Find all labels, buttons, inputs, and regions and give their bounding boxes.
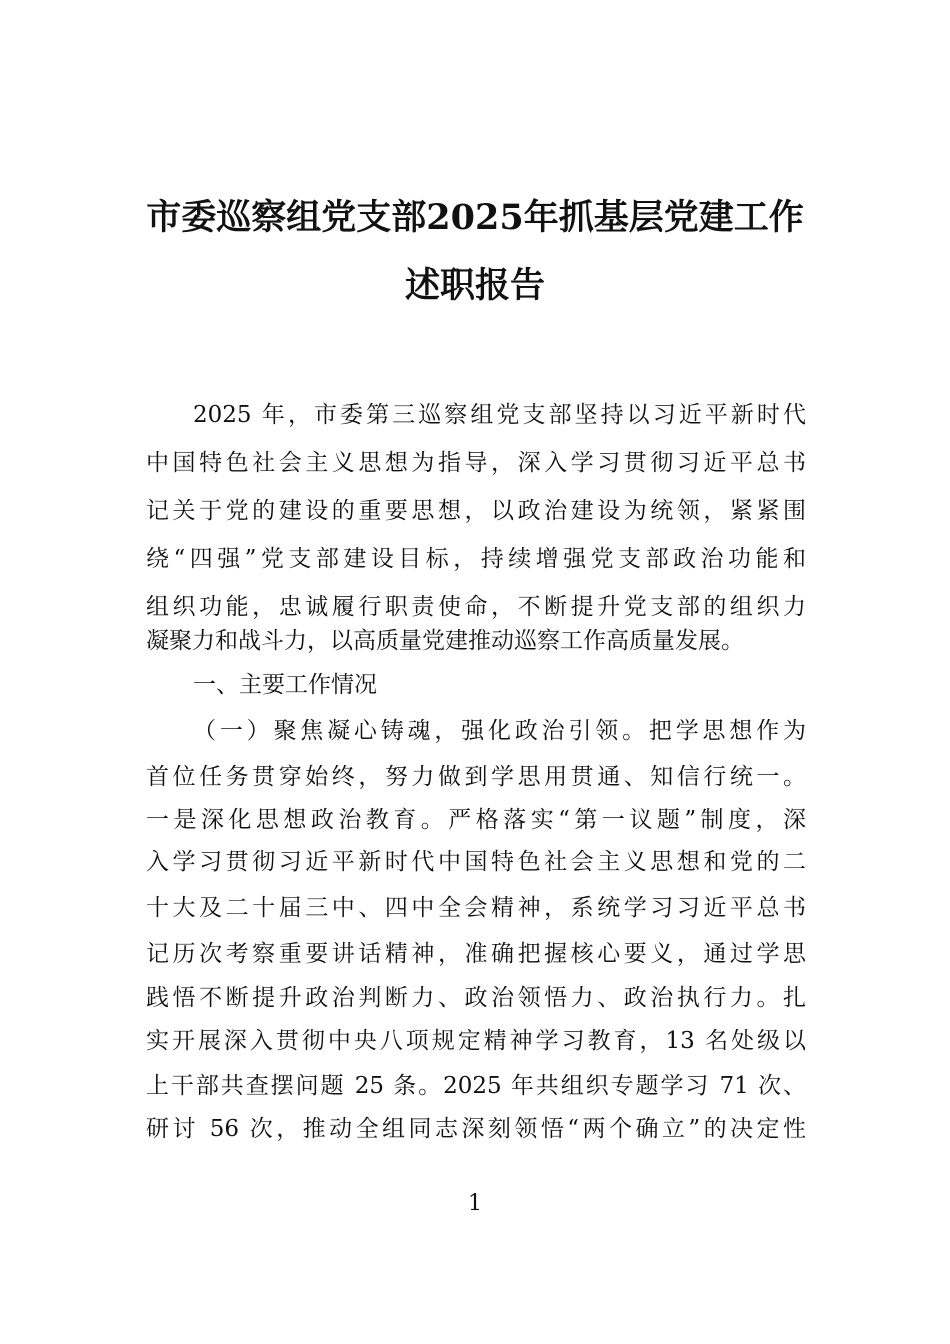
page-number: 1	[468, 1191, 482, 1216]
subsection-paragraph-line: 入学习贯彻习近平新时代中国特色社会主义思想和党的二	[146, 849, 806, 875]
document-title-line-2: 述职报告	[404, 265, 545, 306]
subsection-paragraph-line: 记历次考察重要讲话精神，准确把握核心要义，通过学思	[146, 941, 806, 967]
subsection-paragraph-line: 一是深化思想政治教育。严格落实“第一议题”制度，深	[146, 807, 806, 833]
subsection-paragraph-line: 十大及二十届三中、四中全会精神，系统学习习近平总书	[146, 895, 806, 921]
intro-paragraph-line: 凝聚力和战斗力，以高质量党建推动巡察工作高质量发展。	[146, 628, 744, 654]
intro-paragraph-line: 绕“四强”党支部建设目标，持续增强党支部政治功能和	[146, 546, 806, 572]
subsection-paragraph-line: 首位任务贯穿始终，努力做到学思用贯通、知信行统一。	[146, 764, 806, 790]
section-heading: 一、主要工作情况	[193, 672, 377, 698]
subsection-paragraph-line: 研讨 56 次，推动全组同志深刻领悟“两个确立”的决定性	[146, 1116, 806, 1142]
subsection-paragraph-line: （一）聚焦凝心铸魂，强化政治引领。把学思想作为	[193, 718, 806, 744]
intro-paragraph-line: 记关于党的建设的重要思想，以政治建设为统领，紧紧围	[146, 498, 806, 524]
subsection-paragraph-line: 实开展深入贯彻中央八项规定精神学习教育，13 名处级以	[146, 1028, 806, 1054]
intro-paragraph-line: 组织功能，忠诚履行职责使命，不断提升党支部的组织力	[146, 594, 806, 620]
intro-paragraph-line: 2025 年，市委第三巡察组党支部坚持以习近平新时代	[193, 402, 806, 428]
document-title-line-1: 市委巡察组党支部2025年抓基层党建工作	[146, 197, 804, 238]
intro-paragraph-line: 中国特色社会主义思想为指导，深入学习贯彻习近平总书	[146, 450, 806, 476]
subsection-paragraph-line: 上干部共查摆问题 25 条。2025 年共组织专题学习 71 次、	[146, 1073, 806, 1099]
subsection-paragraph-line: 践悟不断提升政治判断力、政治领悟力、政治执行力。扎	[146, 985, 806, 1011]
